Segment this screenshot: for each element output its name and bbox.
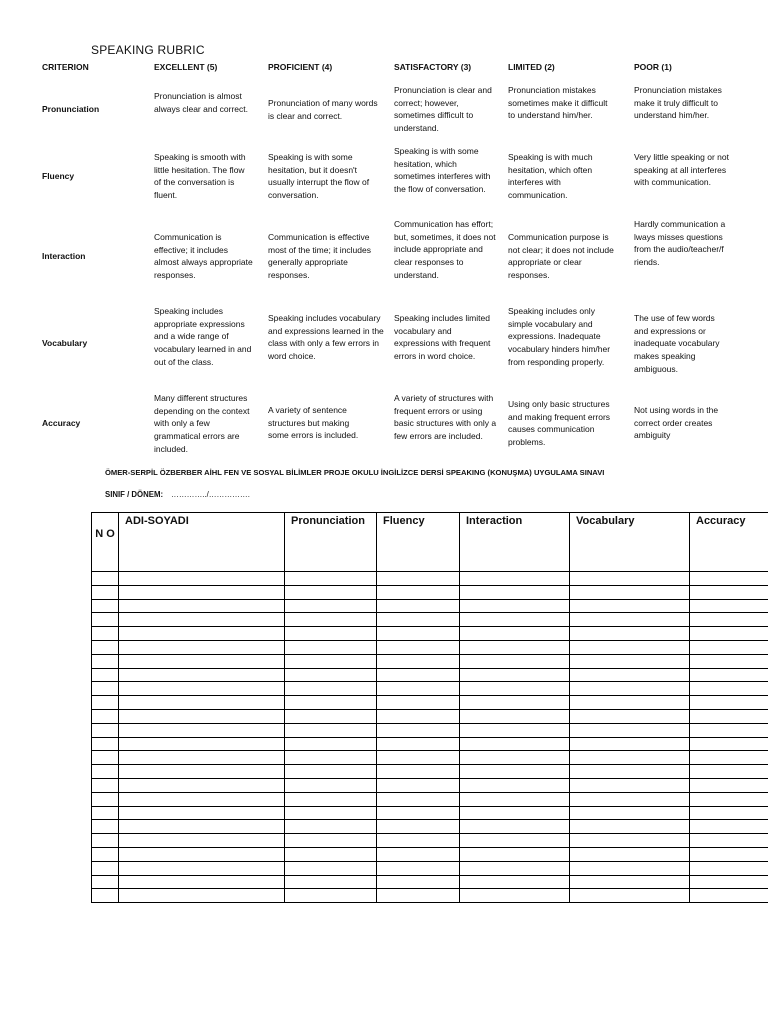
table-cell <box>570 792 690 806</box>
header-accuracy: Accuracy <box>690 513 768 572</box>
table-cell <box>377 889 460 903</box>
table-cell <box>92 751 119 765</box>
table-cell <box>92 778 119 792</box>
table-cell <box>570 709 690 723</box>
criterion-label: Vocabulary <box>42 338 88 348</box>
table-cell <box>285 861 377 875</box>
table-row <box>92 889 768 903</box>
table-cell <box>377 875 460 889</box>
rubric-header-poor: POOR (1) <box>634 62 672 72</box>
table-cell <box>570 847 690 861</box>
table-cell <box>119 889 285 903</box>
table-row <box>92 682 768 696</box>
table-cell <box>119 696 285 710</box>
table-cell <box>285 696 377 710</box>
table-cell <box>377 737 460 751</box>
table-cell <box>690 654 768 668</box>
table-cell <box>690 778 768 792</box>
rubric-cell-poor: Not using words in the correct order creates ambiguity <box>634 405 719 441</box>
table-cell <box>119 613 285 627</box>
table-row <box>92 723 768 737</box>
table-cell <box>92 792 119 806</box>
table-cell <box>377 613 460 627</box>
table-cell <box>285 751 377 765</box>
table-cell <box>377 585 460 599</box>
table-cell <box>690 792 768 806</box>
rubric-header-excellent: EXCELLENT (5) <box>154 62 218 72</box>
table-cell <box>690 765 768 779</box>
table-cell <box>92 668 119 682</box>
table-cell <box>460 765 570 779</box>
table-cell <box>460 889 570 903</box>
table-cell <box>690 585 768 599</box>
table-cell <box>690 806 768 820</box>
table-cell <box>285 709 377 723</box>
table-cell <box>285 875 377 889</box>
criterion-label: Pronunciation <box>42 104 100 114</box>
table-cell <box>460 696 570 710</box>
rubric-cell-poor: Hardly communication always misses questions from the audio/teacher/friends. <box>634 219 726 268</box>
table-cell <box>377 572 460 586</box>
school-exam-heading: ÖMER-SERPİL ÖZBERBER AİHL FEN VE SOSYAL BİLİMLER PROJE OKULU İNGİLİZCE DERSİ SPEAKING (KONUŞMA) UYGULAMA SINAVI <box>105 468 605 477</box>
table-cell <box>460 599 570 613</box>
table-cell <box>285 765 377 779</box>
table-cell <box>285 613 377 627</box>
rubric-cell-satisfactory: Communication has effort; but, sometimes, it does not include appropriate and clear responses to understand. <box>394 219 496 280</box>
score-table <box>91 512 768 903</box>
table-cell <box>285 820 377 834</box>
table-row <box>92 778 768 792</box>
page-title: SPEAKING RUBRIC <box>91 43 205 57</box>
rubric-cell-satisfactory: Speaking is with some hesitation, which sometimes interferes with the flow of conversation. <box>394 146 491 195</box>
table-cell <box>92 682 119 696</box>
table-cell <box>377 723 460 737</box>
table-cell <box>119 765 285 779</box>
header-interaction: Interaction <box>460 513 570 572</box>
table-cell <box>92 572 119 586</box>
table-cell <box>119 834 285 848</box>
table-row <box>92 847 768 861</box>
table-cell <box>377 709 460 723</box>
table-cell <box>92 847 119 861</box>
table-cell <box>119 599 285 613</box>
table-cell <box>285 599 377 613</box>
table-cell <box>460 709 570 723</box>
table-cell <box>460 834 570 848</box>
rubric-header-proficient: PROFICIENT (4) <box>268 62 333 72</box>
table-cell <box>570 778 690 792</box>
table-cell <box>690 889 768 903</box>
rubric-row-pronunciation <box>42 84 742 144</box>
table-cell <box>460 806 570 820</box>
rubric-row-accuracy <box>42 392 742 458</box>
table-cell <box>690 723 768 737</box>
table-cell <box>377 627 460 641</box>
rubric-cell-excellent: Many different structures depending on the context with only a few grammatical errors are included. <box>154 393 250 454</box>
rubric-cell-excellent: Speaking is smooth with little hesitation. The flow of the conversation is fluent. <box>154 152 246 201</box>
table-cell <box>285 723 377 737</box>
table-cell <box>119 654 285 668</box>
rubric-row-vocabulary <box>42 305 742 381</box>
table-cell <box>460 737 570 751</box>
table-cell <box>690 627 768 641</box>
table-cell <box>377 668 460 682</box>
table-cell <box>377 861 460 875</box>
table-cell <box>570 668 690 682</box>
table-cell <box>570 889 690 903</box>
table-cell <box>570 765 690 779</box>
table-cell <box>690 875 768 889</box>
table-cell <box>119 682 285 696</box>
table-cell <box>377 778 460 792</box>
table-cell <box>460 585 570 599</box>
class-term-label: SINIF / DÖNEM: <box>105 490 164 499</box>
table-cell <box>285 640 377 654</box>
table-cell <box>377 696 460 710</box>
score-table-body <box>92 572 768 903</box>
table-cell <box>570 834 690 848</box>
rubric-cell-poor: The use of few words and expressions or inadequate vocabulary makes speaking ambiguous. <box>634 313 720 374</box>
table-cell <box>377 682 460 696</box>
table-cell <box>92 709 119 723</box>
table-row <box>92 834 768 848</box>
table-cell <box>460 751 570 765</box>
table-cell <box>570 875 690 889</box>
rubric-row-fluency <box>42 146 742 206</box>
table-cell <box>119 820 285 834</box>
table-row <box>92 572 768 586</box>
rubric-cell-excellent: Speaking includes appropriate expressions and a wide range of vocabulary learned in and out of the class. <box>154 306 252 367</box>
table-cell <box>690 861 768 875</box>
table-cell <box>119 737 285 751</box>
table-row <box>92 696 768 710</box>
rubric-cell-limited: Speaking is with much hesitation, which often interferes with communication. <box>508 152 593 201</box>
table-cell <box>570 613 690 627</box>
table-row <box>92 861 768 875</box>
table-cell <box>690 640 768 654</box>
criterion-label: Interaction <box>42 251 86 261</box>
table-cell <box>119 572 285 586</box>
table-cell <box>285 834 377 848</box>
rubric-cell-excellent: Pronunciation is almost always clear and correct. <box>154 91 249 114</box>
table-row <box>92 613 768 627</box>
table-cell <box>570 654 690 668</box>
table-cell <box>690 847 768 861</box>
table-cell <box>570 599 690 613</box>
table-cell <box>119 806 285 820</box>
table-cell <box>460 627 570 641</box>
rubric-header-criterion: CRITERION <box>42 62 89 72</box>
table-cell <box>119 627 285 641</box>
rubric-cell-satisfactory: A variety of structures with frequent errors or using basic structures with only a few errors are included. <box>394 393 497 442</box>
table-cell <box>92 613 119 627</box>
table-cell <box>92 737 119 751</box>
rubric-cell-satisfactory: Pronunciation is clear and correct; however, sometimes difficult to understand. <box>394 85 492 134</box>
table-cell <box>690 696 768 710</box>
rubric-cell-satisfactory: Speaking includes limited vocabulary and expressions with frequent errors in word choice. <box>394 313 491 362</box>
table-row <box>92 737 768 751</box>
table-cell <box>285 847 377 861</box>
table-cell <box>460 682 570 696</box>
table-cell <box>690 613 768 627</box>
class-term-value: …………../……………. <box>171 490 250 499</box>
table-row <box>92 654 768 668</box>
table-cell <box>119 723 285 737</box>
table-row <box>92 627 768 641</box>
table-cell <box>460 640 570 654</box>
table-cell <box>690 737 768 751</box>
table-cell <box>460 861 570 875</box>
table-cell <box>460 668 570 682</box>
rubric-cell-proficient: A variety of sentence structures but making some errors is included. <box>268 405 359 441</box>
table-cell <box>460 654 570 668</box>
table-cell <box>119 875 285 889</box>
table-cell <box>377 654 460 668</box>
table-cell <box>377 806 460 820</box>
table-cell <box>285 627 377 641</box>
table-cell <box>377 820 460 834</box>
table-cell <box>92 765 119 779</box>
table-cell <box>377 765 460 779</box>
table-row <box>92 585 768 599</box>
table-cell <box>570 627 690 641</box>
table-cell <box>285 806 377 820</box>
rubric-cell-proficient: Communication is effective most of the time; it includes generally appropriate responses. <box>268 232 371 281</box>
criterion-label: Fluency <box>42 171 75 181</box>
table-cell <box>377 751 460 765</box>
table-cell <box>285 889 377 903</box>
class-term-line <box>105 490 250 499</box>
table-row <box>92 640 768 654</box>
table-cell <box>377 640 460 654</box>
rubric-cell-poor: Very little speaking or not speaking at all interferes with communication. <box>634 152 729 188</box>
table-cell <box>119 585 285 599</box>
table-cell <box>119 778 285 792</box>
table-cell <box>119 709 285 723</box>
table-cell <box>285 737 377 751</box>
table-cell <box>570 861 690 875</box>
table-cell <box>570 585 690 599</box>
table-cell <box>92 861 119 875</box>
table-cell <box>119 668 285 682</box>
table-cell <box>570 682 690 696</box>
table-cell <box>460 613 570 627</box>
table-row <box>92 792 768 806</box>
table-cell <box>92 627 119 641</box>
table-cell <box>285 572 377 586</box>
criterion-label: Accuracy <box>42 418 81 428</box>
table-row <box>92 806 768 820</box>
table-row <box>92 709 768 723</box>
table-cell <box>690 599 768 613</box>
table-row <box>92 599 768 613</box>
rubric-cell-poor: Pronunciation mistakes make it truly difficult to understand him/her. <box>634 85 722 121</box>
table-cell <box>285 668 377 682</box>
table-cell <box>285 682 377 696</box>
table-cell <box>377 792 460 806</box>
table-cell <box>460 792 570 806</box>
table-cell <box>377 834 460 848</box>
table-cell <box>460 778 570 792</box>
table-cell <box>92 875 119 889</box>
table-cell <box>690 709 768 723</box>
table-cell <box>92 696 119 710</box>
table-cell <box>460 875 570 889</box>
rubric-header-limited: LIMITED (2) <box>508 62 555 72</box>
table-cell <box>92 806 119 820</box>
rubric-cell-limited: Communication purpose is not clear; it does not include appropriate or clear responses. <box>508 232 614 281</box>
table-cell <box>570 640 690 654</box>
table-row <box>92 765 768 779</box>
header-vocabulary: Vocabulary <box>570 513 690 572</box>
table-cell <box>460 572 570 586</box>
table-cell <box>92 640 119 654</box>
rubric-cell-proficient: Pronunciation of many words is clear and correct. <box>268 98 378 121</box>
rubric-cell-limited: Using only basic structures and making frequent errors causes communication problems. <box>508 399 611 448</box>
table-cell <box>92 654 119 668</box>
table-cell <box>570 820 690 834</box>
header-name: ADI-SOYADI <box>119 513 285 572</box>
table-cell <box>690 751 768 765</box>
table-cell <box>92 889 119 903</box>
table-row <box>92 668 768 682</box>
table-cell <box>377 847 460 861</box>
table-cell <box>570 806 690 820</box>
header-fluency: Fluency <box>377 513 460 572</box>
table-cell <box>690 682 768 696</box>
table-cell <box>570 751 690 765</box>
table-cell <box>92 834 119 848</box>
table-cell <box>119 847 285 861</box>
table-cell <box>119 751 285 765</box>
rubric-cell-proficient: Speaking includes vocabulary and expressions learned in the class with only a few errors in word choice. <box>268 313 384 362</box>
table-cell <box>570 572 690 586</box>
score-table-header <box>92 513 768 572</box>
rubric-cell-excellent: Communication is effective; it includes almost always appropriate responses. <box>154 232 253 281</box>
table-cell <box>285 778 377 792</box>
table-cell <box>570 723 690 737</box>
rubric-header-satisfactory: SATISFACTORY (3) <box>394 62 472 72</box>
table-cell <box>285 585 377 599</box>
table-cell <box>285 792 377 806</box>
table-row <box>92 875 768 889</box>
rubric-cell-proficient: Speaking is with some hesitation, but it doesn't usually interrupt the flow of conversation. <box>268 152 370 201</box>
header-no: N O <box>92 513 119 572</box>
rubric-cell-limited: Pronunciation mistakes sometimes make it difficult to understand him/her. <box>508 85 608 121</box>
table-cell <box>690 668 768 682</box>
table-cell <box>460 847 570 861</box>
rubric-row-interaction <box>42 218 742 294</box>
header-pronunciation: Pronunciation <box>285 513 377 572</box>
table-cell <box>570 696 690 710</box>
table-cell <box>690 820 768 834</box>
rubric-cell-limited: Speaking includes only simple vocabulary and expressions. Inadequate vocabulary hinders him/her from responding properly. <box>508 306 611 367</box>
table-cell <box>570 737 690 751</box>
table-cell <box>119 640 285 654</box>
table-cell <box>460 820 570 834</box>
table-cell <box>690 834 768 848</box>
table-cell <box>92 820 119 834</box>
table-cell <box>92 723 119 737</box>
table-cell <box>690 572 768 586</box>
table-cell <box>460 723 570 737</box>
table-cell <box>377 599 460 613</box>
table-cell <box>285 654 377 668</box>
table-row <box>92 751 768 765</box>
table-cell <box>92 585 119 599</box>
table-cell <box>92 599 119 613</box>
table-row <box>92 820 768 834</box>
table-cell <box>119 861 285 875</box>
table-cell <box>119 792 285 806</box>
